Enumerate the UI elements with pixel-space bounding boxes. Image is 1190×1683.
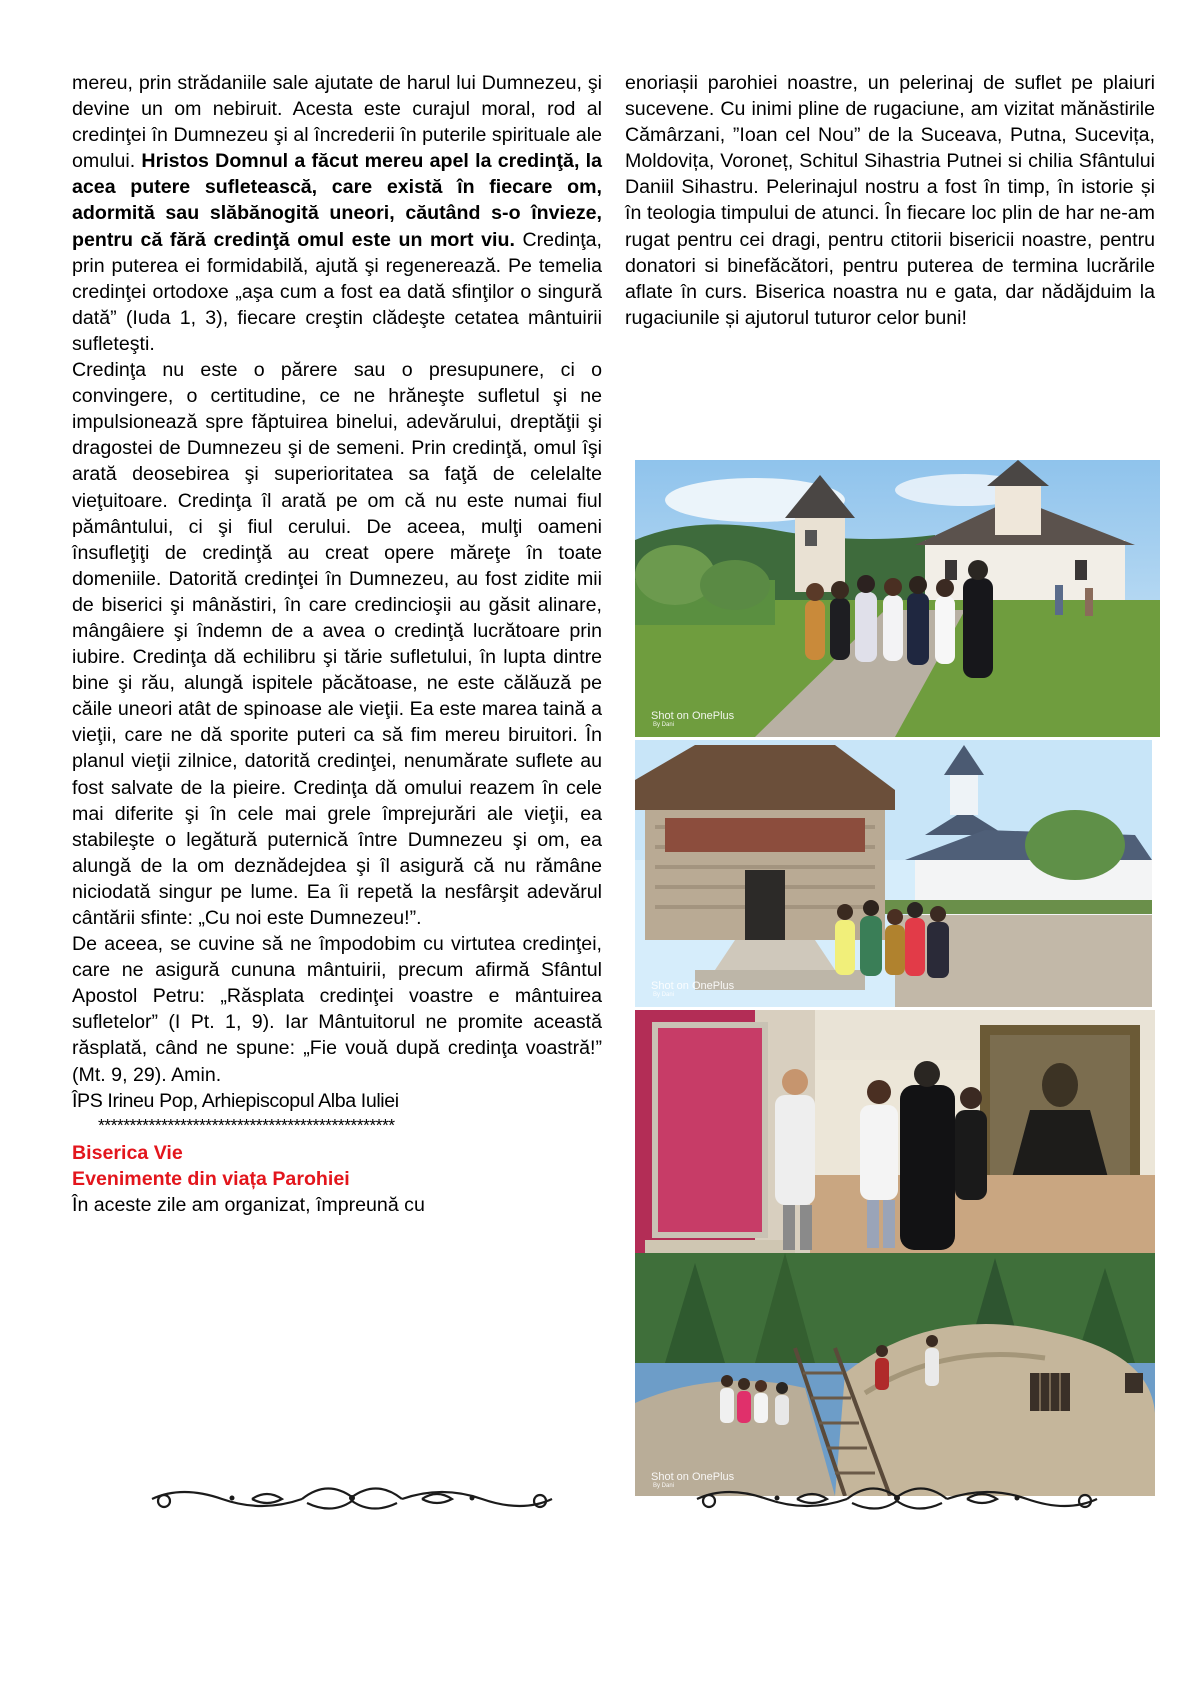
bold-emphasis: Hristos Domnul a făcut mereu apel la credinţă, la acea putere sufletească, care există în fiecare om, adormită sau slăbănogită uneori, căutând s-o învieze, pentru că fără credinţă omul este un mort viu.: [72, 150, 602, 251]
photo-museum-interior: [635, 1010, 1155, 1266]
photo-watermark: Shot on OnePlus By Dani: [651, 980, 735, 998]
photo-monastery-courtyard: [635, 460, 1160, 737]
photo-stone-chapel: [635, 740, 1152, 1007]
event-paragraph-continued: enoriașii parohiei noastre, un pelerinaj de suflet pe plaiuri sucevene. Cu inimi pline de rugaciune, am vizitat mănăstirile Cămârzani, ”Ioan cel Nou” de la Suceava, Putna, Sucevița, Moldovița, Voroneț, Schitul Sihastria Putnei si chilia Sfântului Daniil Sihastru. Pelerinajul nostru a fost în timp, în istorie și în teologia timpului de atunci. În fiecare loc plin de har ne-am rugat pentru cei dragi, pentru ctitorii bisericii noastre, pentru donatori si binefăcători, pentru puterea de termina lucrările aflate în curs. Biserica noastra nu e gata, dar nădăjduim la rugaciunile și ajutorul tuturor celor buni!: [625, 72, 1155, 329]
article-paragraph-3: De aceea, se cuvine să ne împodobim cu virtutea credinţei, care ne asigură cununa mântuirii, precum afirmă Sfântul Apostol Petru: „Răsplata credinţei voastre e mântuirea sufletelor” (I Pt. 1, 9). Iar Mântuitorul ne promite această răsplată, când ne spune: „Fie vouă după credinţa voastră!” (Mt. 9, 29). Amin.: [72, 933, 602, 1086]
separator-line: ***********************************************: [98, 1114, 395, 1135]
left-column: [72, 70, 602, 1218]
section-heading: Biserica Vie: [72, 1141, 183, 1164]
flourish-ornament-icon: [687, 1477, 1107, 1517]
article-paragraph-1: mereu, prin strădaniile sale ajutate de harul lui Dumnezeu, şi devine un om nebiruit. Acesta este curajul moral, rod al credinţei în Dumnezeu şi al încrederii în puterile spirituale ale omului. Hristos Domnul a făcut mereu apel la credinţă, la acea putere sufletească, care există în fiecare om, adormită sau slăbănogită uneori, căutând s-o învieze, pentru că fără credinţă omul este un mort viu. Credinţa, prin puterea ei formidabilă, ajută şi regenerează. Pe temelia credinţei ortodoxe „aşa cum a fost ea dată sfinţilor o singură dată” (Iuda 1, 3), fiecare creştin clădeşte cetatea mântuirii sufleteşti.: [72, 72, 603, 355]
photo-rock-hermitage: [635, 1253, 1155, 1496]
photo-watermark: Shot on OnePlus By Dani: [651, 710, 735, 728]
article-paragraph-2: Credinţa nu este o părere sau o presupunere, ci o convingere, o certitudine, ce ne hrăneşte sufletul şi ne impulsionează spre făptuirea binelui, adevărului, dreptăţii şi dragostei de Dumnezeu şi de semeni. Prin credinţă, omul îşi arată deosebirea şi superioritatea sa faţă de celelalte vieţuitoare. Credinţa îl arată pe om că nu este numai fiul pământului, ci şi fiul cerului. De aceea, mulţi oameni însufleţiţi de credinţă au creat opere măreţe în toate domeniile. Datorită credinţei în Dumnezeu, au fost zidite mii de biserici şi mânăstiri, în care credincioşii au găsit alinare, mângâiere şi îndemn de a avea o credinţă lucrătoare prin iubire. Credinţa dă echilibru şi tărie sufletului, în lupta dintre bine şi rău, alungă ispitele păcătoase, ne este călăuză pe căile uneori atât de spinoase ale vieţii. Ea este marea taină a vieţii, care ne dă sporite puteri ca să fim mereu biruitori. În planul vieţii zilnice, datorită credinţei, nenumărate suflete au fost salvate de la pieire. Credinţa dă omului reazem în cele mai diferite şi în cele mai grele împrejurări ale vieţii, ea stabileşte o legătură puternică între Dumnezeu şi om, ea alungă de la om deznădejdea şi îl asigură că nu rămâne niciodată singur pe lume. Ea îi repetă la nesfârşit adevărul cântării sfinte: „Cu noi este Dumnezeu!”.: [72, 359, 602, 929]
event-paragraph-start: În aceste zile am organizat, împreună cu: [72, 1193, 425, 1216]
right-column: [625, 70, 1155, 331]
photo-watermark: Shot on OnePlus By Dani: [651, 1471, 735, 1489]
section-subheading: Evenimente din viața Parohiei: [72, 1167, 350, 1190]
flourish-ornament-icon: [142, 1477, 562, 1517]
author-signature: ÎPS Irineu Pop, Arhiepiscopul Alba Iuliei: [72, 1089, 399, 1112]
